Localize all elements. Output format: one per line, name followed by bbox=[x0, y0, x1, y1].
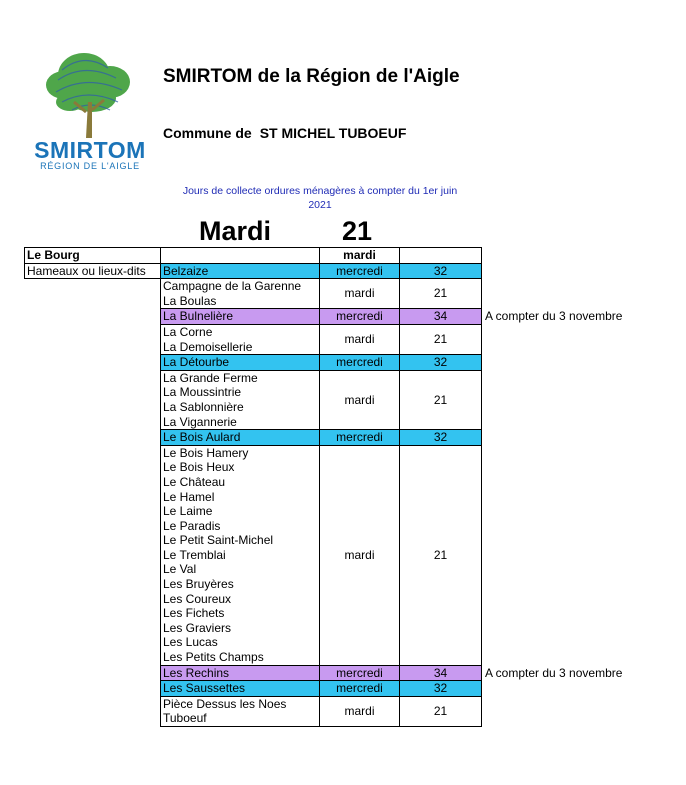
group-note bbox=[482, 445, 638, 665]
group-note bbox=[482, 430, 638, 446]
place-name: Les Petits Champs bbox=[161, 650, 320, 665]
group-note bbox=[482, 681, 638, 697]
collection-day: mercredi bbox=[320, 430, 400, 446]
main-number: 21 bbox=[341, 216, 373, 246]
place-name: La Détourbe bbox=[161, 355, 320, 371]
empty-cell bbox=[25, 490, 161, 505]
group-note: A compter du 3 novembre bbox=[485, 665, 623, 680]
collection-number: 32 bbox=[400, 263, 482, 279]
group-note bbox=[482, 324, 638, 354]
commune-line bbox=[163, 125, 406, 141]
collection-number: 21 bbox=[400, 370, 482, 429]
place-name: Pièce Dessus les Noes bbox=[161, 696, 320, 711]
table-row bbox=[25, 263, 638, 279]
table-row bbox=[25, 324, 638, 339]
empty-cell bbox=[25, 370, 161, 385]
table-row bbox=[25, 665, 638, 681]
collection-number: 34 bbox=[400, 309, 482, 325]
logo-brand: SMIRTOM bbox=[34, 137, 146, 163]
table-row bbox=[25, 696, 638, 711]
collection-number: 21 bbox=[400, 279, 482, 309]
empty-cell bbox=[25, 294, 161, 309]
empty-cell bbox=[25, 606, 161, 621]
bourg-note-empty bbox=[482, 248, 638, 264]
place-name: La Bulnelière bbox=[161, 309, 320, 325]
place-name: Les Fichets bbox=[161, 606, 320, 621]
table-row-bourg bbox=[25, 248, 638, 264]
group-note bbox=[482, 263, 638, 279]
bourg-number-empty bbox=[400, 248, 482, 264]
collection-number: 21 bbox=[400, 324, 482, 354]
collection-table bbox=[24, 247, 637, 727]
empty-cell bbox=[25, 324, 161, 339]
logo-subtitle: RÉGION DE L'AIGLE bbox=[40, 161, 140, 171]
empty-cell bbox=[25, 621, 161, 636]
collection-day: mercredi bbox=[320, 309, 400, 325]
main-day: Mardi bbox=[198, 216, 271, 246]
empty-cell bbox=[25, 340, 161, 355]
place-name: Les Saussettes bbox=[161, 681, 320, 697]
table-row bbox=[25, 445, 638, 460]
place-name: La Boulas bbox=[161, 294, 320, 309]
place-name: Le Bois Aulard bbox=[161, 430, 320, 446]
collection-note: Jours de collecte ordures ménagères à compter du 1er juin 2021 bbox=[182, 185, 458, 211]
empty-cell bbox=[25, 711, 161, 726]
place-name: Le Petit Saint-Michel bbox=[161, 533, 320, 548]
collection-number: 32 bbox=[400, 355, 482, 371]
place-name: La Grande Ferme bbox=[161, 370, 320, 385]
place-name: Les Bruyères bbox=[161, 577, 320, 592]
empty-cell bbox=[25, 504, 161, 519]
table-row bbox=[25, 309, 638, 325]
empty-cell bbox=[25, 445, 161, 460]
group-note bbox=[482, 355, 638, 371]
place-name: Les Coureux bbox=[161, 592, 320, 607]
place-name: Campagne de la Garenne bbox=[161, 279, 320, 294]
collection-day: mercredi bbox=[320, 681, 400, 697]
empty-cell bbox=[25, 533, 161, 548]
place-name: Les Rechins bbox=[161, 665, 320, 681]
collection-day: mardi bbox=[320, 279, 400, 309]
place-name: Les Lucas bbox=[161, 635, 320, 650]
place-name: Le Val bbox=[161, 562, 320, 577]
place-name: La Sablonnière bbox=[161, 400, 320, 415]
empty-cell bbox=[25, 635, 161, 650]
hameaux-label: Hameaux ou lieux-dits bbox=[25, 263, 161, 279]
collection-day: mercredi bbox=[320, 665, 400, 681]
collection-day: mercredi bbox=[320, 263, 400, 279]
empty-cell bbox=[25, 577, 161, 592]
bourg-day: mardi bbox=[320, 248, 400, 264]
place-name: Le Bois Heux bbox=[161, 460, 320, 475]
place-name: Tuboeuf bbox=[161, 711, 320, 726]
empty-cell bbox=[25, 650, 161, 665]
table-row bbox=[25, 279, 638, 294]
group-note bbox=[482, 370, 638, 429]
place-name: Le Paradis bbox=[161, 519, 320, 534]
empty-cell bbox=[25, 400, 161, 415]
empty-cell bbox=[25, 681, 161, 697]
empty-cell bbox=[25, 519, 161, 534]
place-name: Les Graviers bbox=[161, 621, 320, 636]
place-name: La Vigannerie bbox=[161, 415, 320, 430]
collection-number: 21 bbox=[400, 445, 482, 665]
empty-cell bbox=[25, 475, 161, 490]
table-row bbox=[25, 430, 638, 446]
collection-number: 32 bbox=[400, 681, 482, 697]
collection-day: mardi bbox=[320, 445, 400, 665]
empty-cell bbox=[25, 385, 161, 400]
place-name: Le Hamel bbox=[161, 490, 320, 505]
collection-day: mardi bbox=[320, 324, 400, 354]
collection-day: mardi bbox=[320, 370, 400, 429]
collection-number: 32 bbox=[400, 430, 482, 446]
empty-cell bbox=[25, 562, 161, 577]
place-name: La Corne bbox=[161, 324, 320, 339]
empty-cell bbox=[25, 355, 161, 371]
table-row bbox=[25, 370, 638, 385]
collection-day: mercredi bbox=[320, 355, 400, 371]
table-row bbox=[25, 681, 638, 697]
empty-cell bbox=[25, 309, 161, 325]
group-note: A compter du 3 novembre bbox=[485, 309, 623, 324]
empty-cell bbox=[25, 665, 161, 681]
page-title: SMIRTOM de la Région de l'Aigle bbox=[163, 66, 460, 87]
table-row bbox=[25, 355, 638, 371]
collection-number: 34 bbox=[400, 665, 482, 681]
place-name: Le Bois Hamery bbox=[161, 445, 320, 460]
empty-cell bbox=[25, 430, 161, 446]
commune-label: Commune de bbox=[163, 125, 252, 141]
place-name: Le Laime bbox=[161, 504, 320, 519]
empty-cell bbox=[25, 696, 161, 711]
place-name: La Moussintrie bbox=[161, 385, 320, 400]
place-name: Le Tremblai bbox=[161, 548, 320, 563]
group-note bbox=[482, 696, 638, 726]
commune-name: ST MICHEL TUBOEUF bbox=[259, 125, 407, 141]
collection-day: mardi bbox=[320, 696, 400, 726]
place-name: La Demoisellerie bbox=[161, 340, 320, 355]
group-note bbox=[482, 279, 638, 309]
empty-cell bbox=[25, 460, 161, 475]
empty-cell bbox=[25, 279, 161, 294]
collection-number: 21 bbox=[400, 696, 482, 726]
empty-cell bbox=[25, 592, 161, 607]
place-name: Le Château bbox=[161, 475, 320, 490]
bourg-label: Le Bourg bbox=[25, 248, 161, 264]
bourg-place-empty bbox=[161, 248, 320, 264]
empty-cell bbox=[25, 415, 161, 430]
empty-cell bbox=[25, 548, 161, 563]
place-name: Belzaize bbox=[161, 263, 320, 279]
